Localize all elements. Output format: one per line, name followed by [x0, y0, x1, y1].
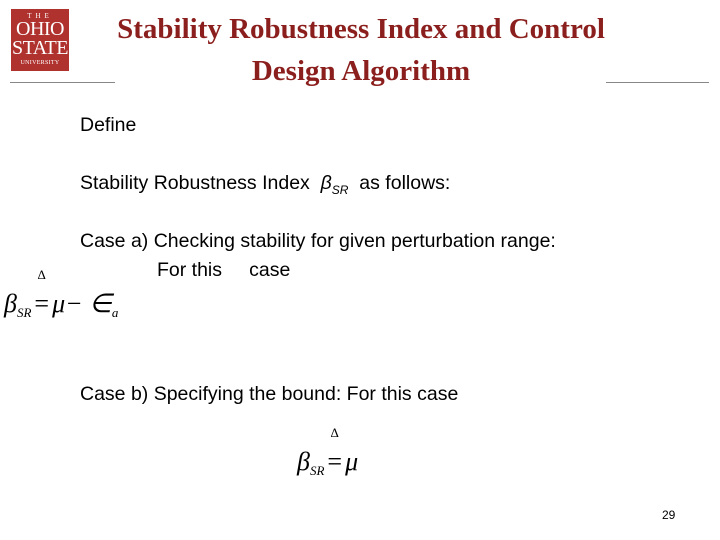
title-rule-left	[10, 82, 115, 83]
page-number: 29	[662, 508, 676, 522]
formula-case-a: $\beta_{SR}$ Δ = $\mu- \in_a$	[4, 267, 119, 320]
logo-state: STATE	[12, 37, 68, 59]
logo-the: THE	[27, 12, 53, 20]
formula-case-b: $\beta_{SR}$ Δ = μ	[297, 425, 359, 478]
index-definition-line	[80, 169, 450, 204]
index-prefix: Stability Robustness Index	[80, 172, 310, 194]
delta-symbol: Δ	[330, 425, 339, 440]
slide-title	[75, 8, 647, 92]
delta-symbol: Δ	[37, 267, 46, 282]
logo-ohio: OHIO	[16, 18, 64, 40]
title-rule-right	[606, 82, 709, 83]
beta-sr-symbol: $\beta_{SR}$	[320, 172, 349, 197]
title-line-2: Design Algorithm	[251, 55, 471, 87]
define-text: Define	[80, 114, 137, 136]
case-b-text: Case b) Specifying the bound: For this case	[80, 383, 459, 405]
logo-university: UNIVERSITY	[20, 60, 60, 66]
index-suffix: as follows:	[359, 172, 451, 194]
university-logo	[11, 9, 69, 71]
title-line-1: Stability Robustness Index and Control	[117, 13, 605, 45]
case-a-line-1: Case a) Checking stability for given perturbation range:	[80, 230, 556, 252]
case-a-line-2: For this case	[157, 259, 291, 281]
